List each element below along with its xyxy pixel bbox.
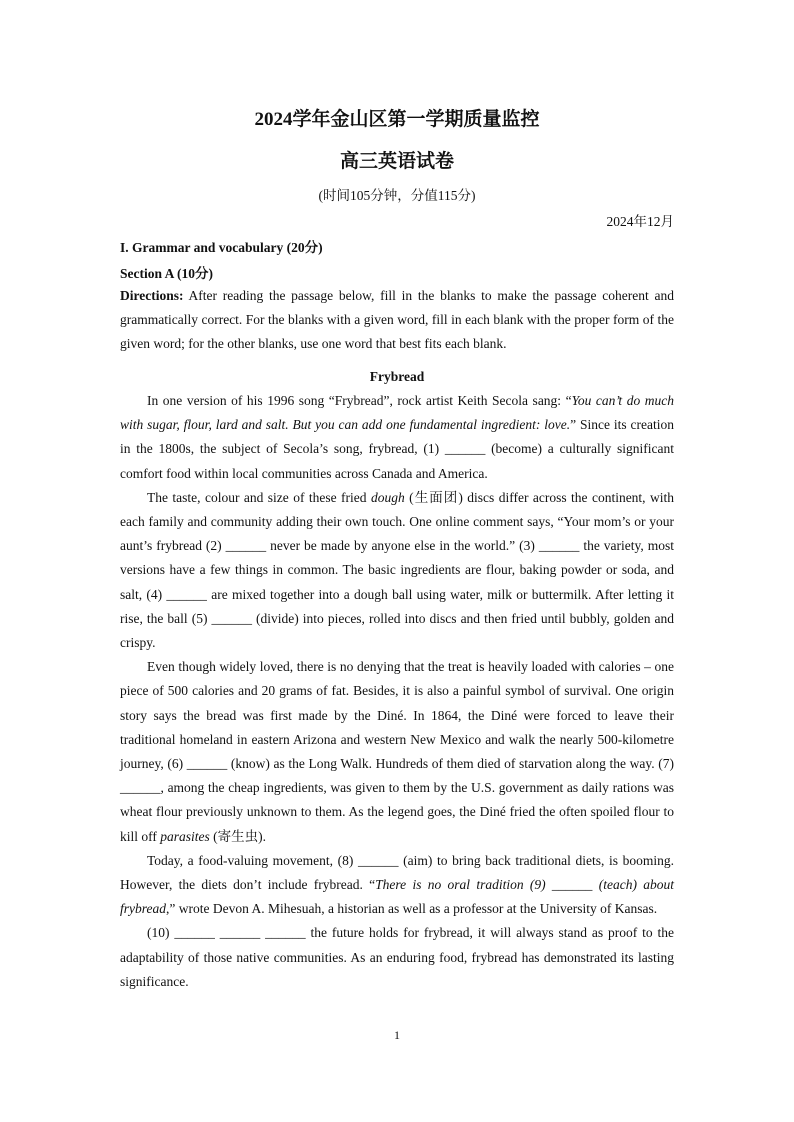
p4-italic-quote: There is no oral tradition (9) ______ (teach) about frybread (120, 877, 674, 917)
p2-text-b: (生面团) discs differ across the continent, with each family and community adding their own touch. One online comment says, “Your mom’s or your aunt’s frybread (2) ______ never be made by anyone else in the world.” (3) ______ the variety, most versions have a few things in common. The basic ingredients are flour, baking powder or soda, and salt, (4) ______ are mixed together into a dough ball using water, milk or buttermilk. After letting it rise, the ball (5) ______ (divide) into pieces, rolled into discs and then fried until bubbly, golden and crispy. (120, 489, 674, 651)
p3-text-a: Even though widely loved, there is no denying that the treat is heavily loaded with calories – one piece of 500 calories and 20 grams of fat. Besides, it is also a painful symbol of survival. One origin story says the bread was first made by the Diné. In 1864, the Diné were forced to leave their traditional homeland in eastern Arizona and western New Mexico and walk the nearly 500-kilometre journey, (6) ______ (know) as the Long Walk. Hundreds of them died of starvation along the way. (7) ______, among the cheap ingredients, was given to them by the U.S. government as daily rations was wheat flour previously unknown to them. As the legend goes, the Diné fried the often spoiled flour to kill off (120, 659, 674, 844)
p1-text-a: In one version of his 1996 song “Frybread”, rock artist Keith Secola sang: “ (147, 393, 572, 408)
directions-label: Directions: (120, 288, 184, 303)
p2-italic-word: dough (370, 489, 405, 505)
p1-lyric-quote: You can’t do much with sugar, flour, lard and salt. But you can add one fundamental ingredient: love. (120, 393, 674, 433)
paragraph-5: (10) ______ ______ ______ the future holds for frybread, it will always stand as proof to the adaptability of those native communities. As an enduring food, frybread has demonstrated its lasting significance. (120, 925, 674, 989)
exam-date: 2024年12月 (606, 214, 674, 229)
paragraph-2 (120, 486, 674, 655)
p3-italic-word: parasites (160, 828, 210, 844)
p4-text-a: Today, a food-valuing movement, (8) ______ (aim) to bring back traditional diets, is booming. However, the diets don’t include frybread. “ (120, 852, 674, 893)
p2-text-a: The taste, colour and size of these fried (147, 489, 371, 505)
page-number: 1 (394, 1028, 400, 1042)
section-a-heading: Section A (10分) (120, 266, 213, 281)
directions-text: After reading the passage below, fill in the blanks to make the passage coherent and grammatically correct. For the blanks with a given word, fill in each blank with the proper form of the given word; for the other blanks, use one word that best fits each blank. (120, 288, 674, 352)
paragraph-1 (120, 389, 674, 486)
passage-body (120, 389, 674, 994)
p1-text-b: ” Since its creation in the 1800s, the subject of Secola’s song, frybread, (1) ______ (become) a culturally significant comfort food within local communities across Canada and America. (120, 417, 674, 481)
p3-text-b: (寄生虫). (209, 828, 267, 844)
section-heading: I. Grammar and vocabulary (20分) (120, 240, 323, 255)
exam-subtitle: 高三英语试卷 (339, 151, 454, 172)
time-note: (时间105分钟，分值115分) (318, 188, 476, 203)
paragraph-4 (120, 849, 674, 922)
p4-text-b: ,” wrote Devon A. Mihesuah, a historian as well as a professor at the University of Kansas. (166, 901, 658, 917)
passage-title: Frybread (369, 369, 425, 384)
directions (120, 284, 674, 357)
paragraph-3 (120, 655, 674, 849)
exam-title: 2024学年金山区第一学期质量监控 (254, 109, 540, 130)
